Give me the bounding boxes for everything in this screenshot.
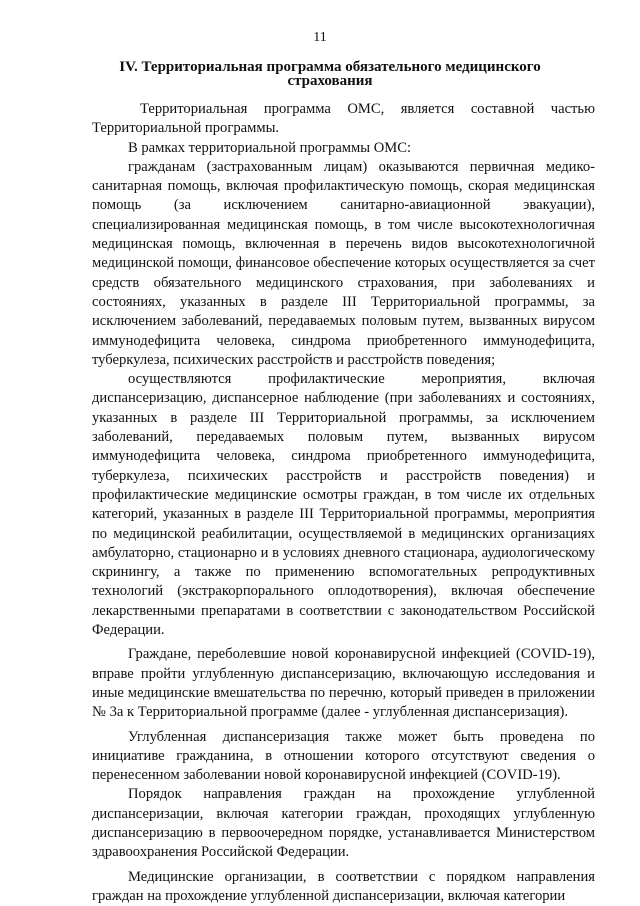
- paragraph-referral-procedure: Порядок направления граждан на прохождение углубленной диспансеризации, включая категории граждан, проходящих углубленную диспансеризацию в первоочередном порядке, устанавливается Министерством здравоохранения Российской Федерации.: [92, 786, 595, 861]
- paragraph-initiative-screening: Углубленная диспансеризация также может быть проведена по инициативе гражданина, в отношении которого отсутствуют сведения о перенесенном заболевании новой коронавирусной инфекцией (COVID-19).: [92, 728, 595, 784]
- section-heading: IV. Территориальная программа обязательного медицинского страхования: [119, 59, 541, 89]
- paragraph-within-program: В рамках территориальной программы ОМС:: [128, 139, 412, 156]
- paragraph-preventive-measures: осуществляются профилактические мероприятия, включая диспансеризацию, диспансерное наблюдение (при заболеваниях и состояниях, указанных в разделе III Территориальной программы, за исключением заболеваний, передаваемых половым путем, вызванных вирусом иммунодефицита человека, синдрома приобретенного иммунодефицита, туберкулеза, психических расстройств и расстройств поведения) и профилактические медицинские осмотры граждан, в том числе их отдельных категорий, указанных в разделе III Территориальной программы, мероприятия по медицинской реабилитации, осуществляемой в медицинских организациях амбулаторно, стационарно и в условиях дневного стационара, аудиологическому скринингу, а также по применению вспомогательных репродуктивных технологий (экстракорпорального оплодотворения), включая обеспечение лекарственными препаратами в соответствии с законодательством Российской Федерации.: [92, 371, 595, 639]
- page-number: 11: [313, 30, 327, 45]
- paragraph-medical-care: гражданам (застрахованным лицам) оказываются первичная медико-санитарная помощь, включая профилактическую помощь, скорая медицинская помощь (за исключением санитарно-авиационной эвакуации), специализированная медицинская помощь, в том числе высокотехнологичная медицинская помощь, включенная в перечень видов высокотехнологичной медицинской помощи, финансовое обеспечение которых осуществляется за счет средств обязательного медицинского страхования, при заболеваниях и состояниях, указанных в разделе III Территориальной программы, за исключением заболеваний, передаваемых половым путем, вызванных вирусом иммунодефицита человека, синдрома приобретенного иммунодефицита, туберкулеза, психических расстройств и расстройств поведения;: [92, 158, 595, 368]
- paragraph-covid-screening: Граждане, переболевшие новой коронавирусной инфекцией (COVID-19), вправе пройти углубленную диспансеризацию, включающую исследования и иные медицинские вмешательства по перечню, который приведен в приложении № 3а к Территориальной программе (далее - углубленная диспансеризация).: [92, 646, 595, 721]
- paragraph-program-definition: Территориальная программа ОМС, является составной частью Территориальной программы.: [92, 101, 595, 137]
- document-body: [92, 100, 595, 906]
- paragraph-medical-organizations: Медицинские организации, в соответствии с порядком направления граждан на прохождение углубленной диспансеризации, включая категории: [92, 868, 595, 904]
